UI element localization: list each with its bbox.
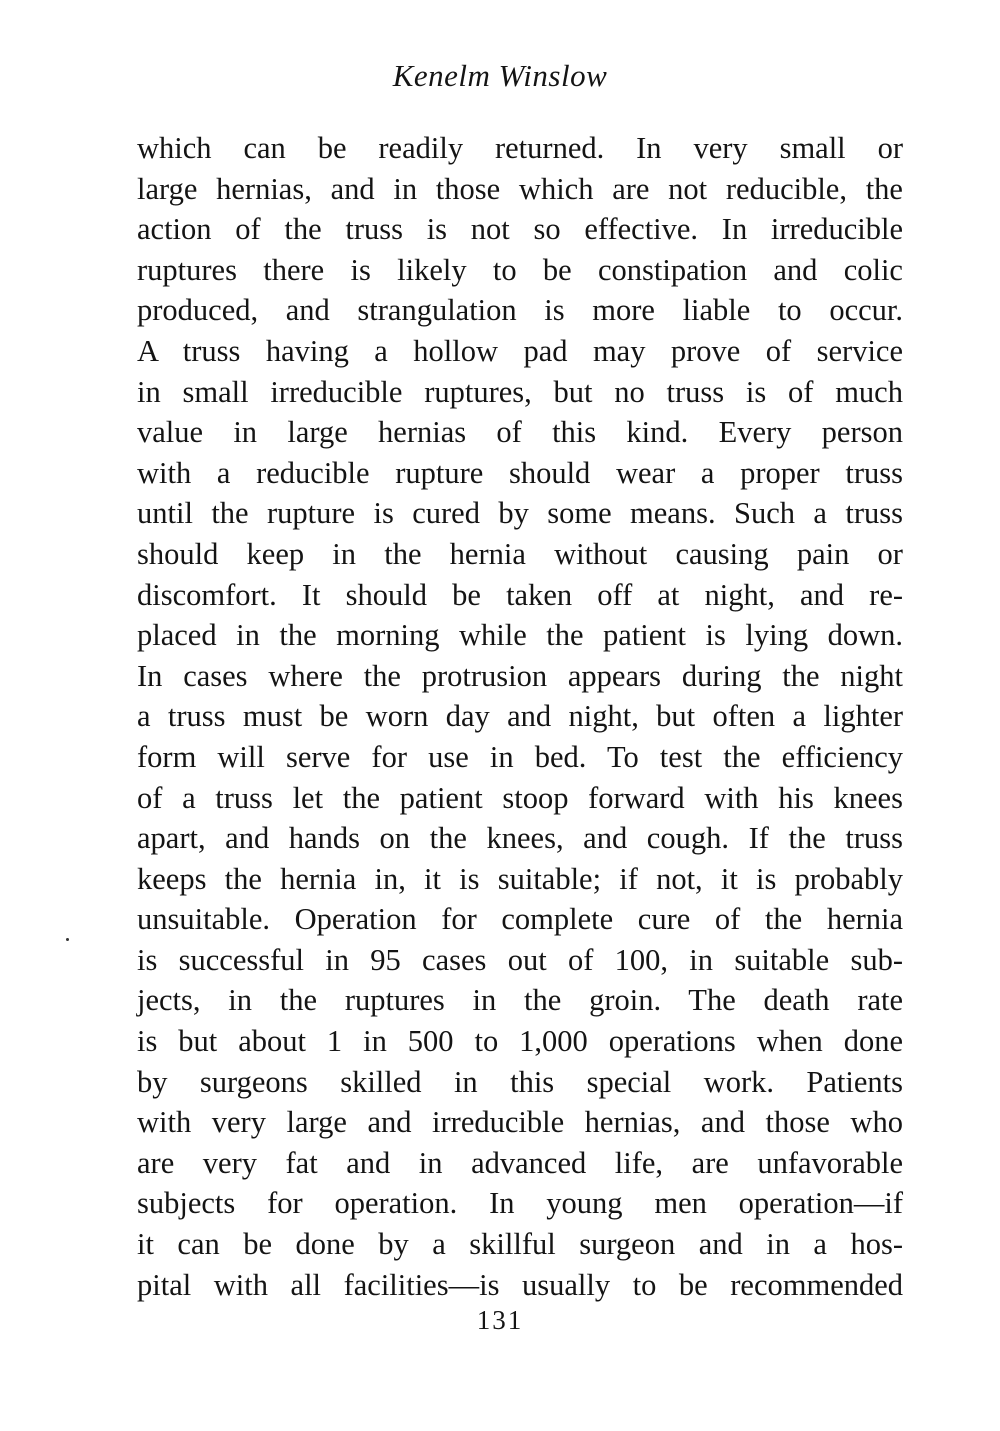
text-line-11: should keep in the hernia without causing pain or (137, 536, 903, 571)
text-line-3: action of the truss is not so effective. In irreducible (137, 212, 904, 247)
text-line-19: keeps the hernia in, it is suitable; if not, it is probably (137, 861, 903, 896)
text-line-5: produced, and strangulation is more liable to occur. (137, 293, 903, 328)
text-line-6: A truss having a hollow pad may prove of service (137, 333, 904, 368)
text-line-21: is successful in 95 cases out of 100, in suitable sub- (137, 942, 903, 977)
text-line-7: in small irreducible ruptures, but no truss is of much (137, 374, 903, 409)
text-line-8: value in large hernias of this kind. Every person (137, 415, 903, 450)
text-line-1: which can be readily returned. In very small or (137, 131, 903, 165)
text-line-28: it can be done by a skillful surgeon and in a hos- (137, 1227, 903, 1262)
text-line-13: placed in the morning while the patient is lying down. (137, 618, 904, 653)
text-line-10: until the rupture is cured by some means. Such a truss (137, 496, 903, 531)
text-line-2: large hernias, and in those which are not reducible, the (137, 171, 903, 206)
page-number: 131 (476, 1305, 524, 1335)
body-text (137, 128, 903, 1305)
text-line-18: apart, and hands on the knees, and cough. If the truss (137, 821, 903, 856)
text-line-26: are very fat and in advanced life, are unfavorable (137, 1145, 904, 1180)
text-line-15: a truss must be worn day and night, but often a lighter (137, 699, 904, 734)
margin-speck (66, 938, 69, 941)
text-line-17: of a truss let the patient stoop forward with his knees (137, 780, 903, 815)
text-line-4: ruptures there is likely to be constipation and colic (137, 252, 903, 287)
text-line-22: jects, in the ruptures in the groin. The death rate (137, 983, 904, 1018)
text-line-23: is but about 1 in 500 to 1,000 operations when done (137, 1024, 904, 1059)
text-line-16: form will serve for use in bed. To test the efficiency (137, 739, 904, 774)
text-line-24: by surgeons skilled in this special work. Patients (137, 1064, 903, 1099)
text-line-29: pital with all facilities—is usually to be recommended (137, 1267, 904, 1302)
text-line-27: subjects for operation. In young men operation—if (137, 1186, 903, 1221)
running-head: Kenelm Winslow (392, 58, 608, 93)
text-line-12: discomfort. It should be taken off at night, and re- (137, 577, 904, 612)
text-line-9: with a reducible rupture should wear a proper truss (137, 455, 903, 490)
text-line-14: In cases where the protrusion appears during the night (137, 658, 903, 693)
text-line-20: unsuitable. Operation for complete cure of the hernia (137, 902, 904, 937)
text-line-25: with very large and irreducible hernias, and those who (137, 1105, 903, 1140)
